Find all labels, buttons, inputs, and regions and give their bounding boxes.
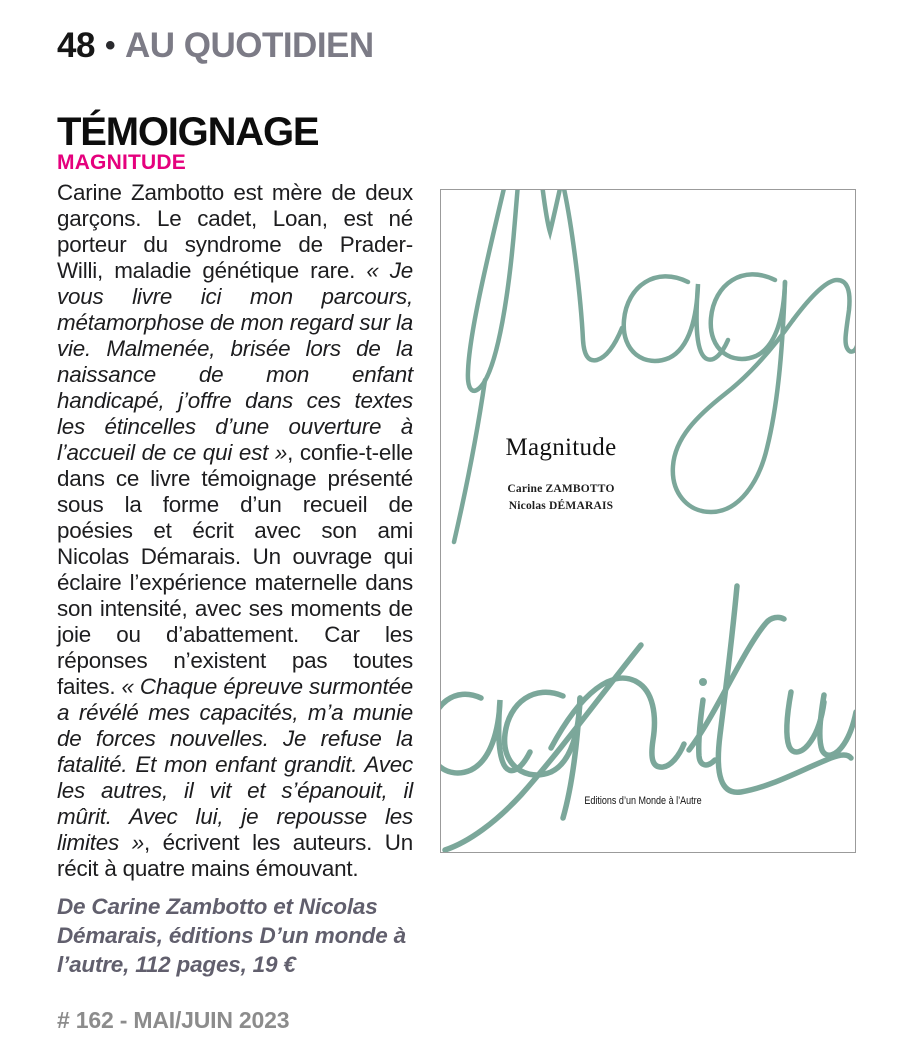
book-cover xyxy=(440,189,856,853)
page-number: 48 xyxy=(57,26,95,65)
bullet-separator: • xyxy=(104,29,115,62)
page-header xyxy=(57,26,374,66)
cover-title: Magnitude xyxy=(505,434,617,461)
cover-author-line: Nicolas DÉMARAIS xyxy=(508,500,614,512)
cover-author-line: Carine ZAMBOTTO xyxy=(507,483,615,495)
article-credit: De Carine Zambotto et Nicolas Démarais, éditions D’un monde à l’autre, 112 pages, 19 € xyxy=(57,894,406,977)
section-title: AU QUOTIDIEN xyxy=(124,26,374,65)
article-headline: TÉMOIGNAGE xyxy=(57,110,319,154)
article-kicker: MAGNITUDE xyxy=(57,151,186,174)
article-body: Carine Zambotto est mère de deux garçons. Le cadet, Loan, est né porteur du syndrome de Prader-Willi, maladie génétique rare. « Je vous livre ici mon parcours, métamorphose de mon regard sur la vie. Malmenée, brisée lors de la naissance de mon enfant handicapé, j’offre dans ces textes les étincelles d’une ouverture à l’accueil de ce qui est », confie-t-elle dans ce livre témoignage présenté sous la forme d’un recueil de poésies et écrit avec son ami Nicolas Démarais. Un ouvrage qui éclaire l’expérience maternelle dans son intensité, avec ses moments de joie ou d’abattement. Car les réponses n’existent pas toutes faites. « Chaque épreuve surmontée a révélé mes capacités, m’a munie de forces nouvelles. Je refuse la fatalité. Et mon enfant grandit. Avec les autres, il vit et s’épanouit, il mûrit. Avec lui, je repousse les limites », écrivent les auteurs. Un récit à quatre mains émouvant. xyxy=(57,180,413,881)
cover-authors xyxy=(441,481,681,515)
script-word-bottom xyxy=(441,586,855,850)
issue-footer: # 162 - MAI/JUIN 2023 xyxy=(57,1007,290,1033)
cover-script-lettering xyxy=(441,190,855,852)
cover-publisher: Editions d’un Monde à l’Autre xyxy=(584,795,702,807)
